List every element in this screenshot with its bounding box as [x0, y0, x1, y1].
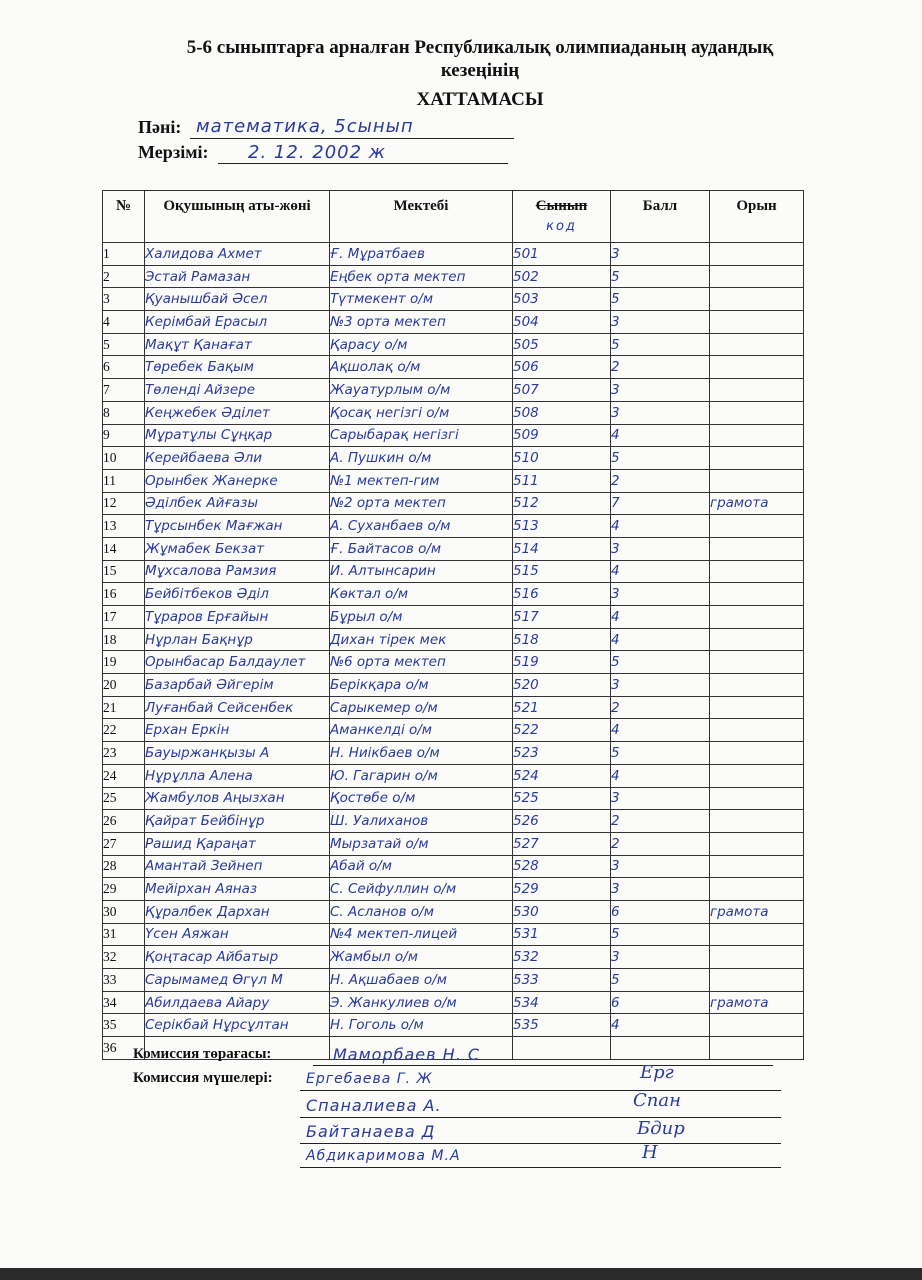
school-name: Ақшолақ о/м	[330, 356, 513, 379]
header-code-handwritten: код	[546, 219, 577, 234]
student-name: Бейбітбеков Әділ	[145, 583, 330, 606]
place-value	[710, 628, 804, 651]
score-value: 2	[611, 832, 710, 855]
table-row	[103, 583, 804, 606]
row-number: 32	[103, 946, 145, 969]
school-name: Ш. Уалиханов	[330, 810, 513, 833]
commission-member-2: Спаналиева А.	[300, 1095, 781, 1118]
school-name: Көктал о/м	[330, 583, 513, 606]
student-name: Мақұт Қанағат	[145, 333, 330, 356]
place-value	[710, 969, 804, 992]
school-name: Түтмекент о/м	[330, 288, 513, 311]
student-code: 516	[513, 583, 611, 606]
student-code: 515	[513, 560, 611, 583]
school-name: Қосақ негізгі о/м	[330, 401, 513, 424]
table-row	[103, 855, 804, 878]
student-name: Керімбай Ерасыл	[145, 311, 330, 334]
score-value: 2	[611, 356, 710, 379]
row-number: 35	[103, 1014, 145, 1037]
student-code: 508	[513, 401, 611, 424]
school-name: Аманкелді о/м	[330, 719, 513, 742]
row-number: 26	[103, 810, 145, 833]
place-value	[710, 243, 804, 266]
score-value: 3	[611, 674, 710, 697]
score-value: 4	[611, 719, 710, 742]
row-number: 14	[103, 537, 145, 560]
table-row	[103, 401, 804, 424]
place-value	[710, 288, 804, 311]
date-value: 2. 12. 2002 ж	[218, 142, 508, 164]
place-value	[710, 311, 804, 334]
table-row	[103, 243, 804, 266]
student-name: Бауыржанқызы А	[145, 742, 330, 765]
score-value: 4	[611, 606, 710, 629]
student-code: 514	[513, 537, 611, 560]
student-name: Орынбек Жанерке	[145, 469, 330, 492]
student-name: Мұратұлы Сұңқар	[145, 424, 330, 447]
student-name: Төребек Бақым	[145, 356, 330, 379]
school-name: И. Алтынсарин	[330, 560, 513, 583]
place-value	[710, 719, 804, 742]
place-value: грамота	[710, 492, 804, 515]
header-class-code	[513, 191, 611, 243]
row-number: 28	[103, 855, 145, 878]
table-row	[103, 560, 804, 583]
row-number: 19	[103, 651, 145, 674]
student-code: 503	[513, 288, 611, 311]
signature-member-4: Н	[642, 1142, 658, 1163]
score-value: 4	[611, 628, 710, 651]
school-name: №4 мектеп-лицей	[330, 923, 513, 946]
student-code: 501	[513, 243, 611, 266]
school-name: Сарыбарақ негізгі	[330, 424, 513, 447]
student-name: Төленді Айзере	[145, 379, 330, 402]
student-code: 531	[513, 923, 611, 946]
row-number: 5	[103, 333, 145, 356]
row-number: 8	[103, 401, 145, 424]
student-name: Ерхан Еркін	[145, 719, 330, 742]
student-name: Базарбай Әйгерім	[145, 674, 330, 697]
place-value	[710, 333, 804, 356]
student-code: 532	[513, 946, 611, 969]
student-code: 523	[513, 742, 611, 765]
student-name: Қайрат Бейбінұр	[145, 810, 330, 833]
table-row	[103, 674, 804, 697]
row-number: 11	[103, 469, 145, 492]
school-name: С. Сейфуллин о/м	[330, 878, 513, 901]
row-number: 17	[103, 606, 145, 629]
place-value	[710, 742, 804, 765]
student-code: 512	[513, 492, 611, 515]
signature-member-2: Спан	[633, 1090, 681, 1111]
score-value: 3	[611, 946, 710, 969]
student-code: 530	[513, 900, 611, 923]
school-name: Мырзатай о/м	[330, 832, 513, 855]
table-row	[103, 515, 804, 538]
school-name: А. Пушкин о/м	[330, 447, 513, 470]
student-name: Жамбулов Аңызхан	[145, 787, 330, 810]
table-row	[103, 333, 804, 356]
student-code: 517	[513, 606, 611, 629]
student-name: Қуанышбай Әсел	[145, 288, 330, 311]
school-name: Н. Ақшабаев о/м	[330, 969, 513, 992]
table-row	[103, 1014, 804, 1037]
header-school: Мектебі	[330, 191, 513, 243]
row-number: 15	[103, 560, 145, 583]
table-row	[103, 900, 804, 923]
row-number: 2	[103, 265, 145, 288]
row-number: 10	[103, 447, 145, 470]
row-number: 16	[103, 583, 145, 606]
place-value	[710, 787, 804, 810]
score-value: 5	[611, 265, 710, 288]
score-value: 4	[611, 764, 710, 787]
place-value	[710, 560, 804, 583]
score-value: 3	[611, 401, 710, 424]
student-name: Амантай Зейнеп	[145, 855, 330, 878]
document-title-protocol: ХАТТАМАСЫ	[416, 89, 544, 110]
school-name: Бұрыл о/м	[330, 606, 513, 629]
row-number: 13	[103, 515, 145, 538]
student-code: 533	[513, 969, 611, 992]
student-code: 527	[513, 832, 611, 855]
score-value: 4	[611, 515, 710, 538]
school-name: Жауатурлым о/м	[330, 379, 513, 402]
student-name: Жұмабек Бекзат	[145, 537, 330, 560]
student-code: 518	[513, 628, 611, 651]
student-code: 534	[513, 991, 611, 1014]
table-row	[103, 923, 804, 946]
place-value	[710, 810, 804, 833]
commission-member-3: Байтанаева Д	[300, 1121, 781, 1144]
student-code: 509	[513, 424, 611, 447]
school-name: Еңбек орта мектеп	[330, 265, 513, 288]
score-value: 3	[611, 878, 710, 901]
school-name: Қарасу о/м	[330, 333, 513, 356]
score-value: 5	[611, 288, 710, 311]
score-value: 3	[611, 855, 710, 878]
student-name: Серікбай Нұрсұлтан	[145, 1014, 330, 1037]
school-name: Ғ. Мұратбаев	[330, 243, 513, 266]
place-value	[710, 696, 804, 719]
school-name: Абай о/м	[330, 855, 513, 878]
score-value: 5	[611, 969, 710, 992]
table-row	[103, 492, 804, 515]
score-value: 3	[611, 787, 710, 810]
student-code: 535	[513, 1014, 611, 1037]
table-row	[103, 651, 804, 674]
score-value: 5	[611, 651, 710, 674]
school-name: Ю. Гагарин о/м	[330, 764, 513, 787]
document-title-line2: кезеңінің	[440, 60, 520, 81]
school-name: №6 орта мектеп	[330, 651, 513, 674]
table-row	[103, 878, 804, 901]
table-row	[103, 537, 804, 560]
score-value: 5	[611, 742, 710, 765]
score-value: 5	[611, 447, 710, 470]
place-value	[710, 674, 804, 697]
score-value: 2	[611, 469, 710, 492]
place-value	[710, 447, 804, 470]
score-value: 4	[611, 560, 710, 583]
row-number: 3	[103, 288, 145, 311]
row-number: 36	[103, 1037, 145, 1060]
signature-member-1: Ерг	[640, 1062, 674, 1083]
student-name: Үсен Аяжан	[145, 923, 330, 946]
row-number: 25	[103, 787, 145, 810]
score-value: 3	[611, 583, 710, 606]
row-number: 29	[103, 878, 145, 901]
row-number: 27	[103, 832, 145, 855]
school-name: Жамбыл о/м	[330, 946, 513, 969]
table-row	[103, 606, 804, 629]
row-number: 4	[103, 311, 145, 334]
table-row	[103, 719, 804, 742]
school-name: Н. Гоголь о/м	[330, 1014, 513, 1037]
student-code: 522	[513, 719, 611, 742]
place-value	[710, 401, 804, 424]
commission-member-1: Ергебаева Г. Ж	[300, 1068, 781, 1091]
student-name: Эстай Рамазан	[145, 265, 330, 288]
place-value: грамота	[710, 991, 804, 1014]
student-name: Мейірхан Аяназ	[145, 878, 330, 901]
row-number: 9	[103, 424, 145, 447]
score-value: 5	[611, 333, 710, 356]
place-value	[710, 379, 804, 402]
row-number: 7	[103, 379, 145, 402]
table-row	[103, 356, 804, 379]
score-value: 3	[611, 311, 710, 334]
student-name: Луғанбай Сейсенбек	[145, 696, 330, 719]
student-name: Рашид Қараңат	[145, 832, 330, 855]
table-row	[103, 969, 804, 992]
student-name: Әділбек Айғазы	[145, 492, 330, 515]
table-row	[103, 764, 804, 787]
row-number: 31	[103, 923, 145, 946]
student-code: 506	[513, 356, 611, 379]
table-row	[103, 696, 804, 719]
student-code: 505	[513, 333, 611, 356]
score-value: 7	[611, 492, 710, 515]
student-code: 524	[513, 764, 611, 787]
subject-label: Пәні:	[138, 117, 182, 137]
table-row	[103, 787, 804, 810]
table-row	[103, 832, 804, 855]
place-value	[710, 424, 804, 447]
place-value	[710, 537, 804, 560]
row-number: 6	[103, 356, 145, 379]
header-student-name: Оқушының аты-жөні	[145, 191, 330, 243]
student-code: 502	[513, 265, 611, 288]
place-value	[710, 469, 804, 492]
row-number: 34	[103, 991, 145, 1014]
student-code: 521	[513, 696, 611, 719]
school-name: Берікқара о/м	[330, 674, 513, 697]
student-name: Қоңтасар Айбатыр	[145, 946, 330, 969]
student-code: 529	[513, 878, 611, 901]
place-value: грамота	[710, 900, 804, 923]
header-number: №	[103, 191, 145, 243]
header-place: Орын	[710, 191, 804, 243]
table-row	[103, 265, 804, 288]
row-number: 22	[103, 719, 145, 742]
school-name: Сарыкемер о/м	[330, 696, 513, 719]
student-name: Құралбек Дархан	[145, 900, 330, 923]
place-value	[710, 515, 804, 538]
place-value	[710, 764, 804, 787]
school-name: А. Суханбаев о/м	[330, 515, 513, 538]
row-number: 12	[103, 492, 145, 515]
table-row	[103, 946, 804, 969]
student-code: 519	[513, 651, 611, 674]
row-number: 30	[103, 900, 145, 923]
signature-member-3: Бдир	[637, 1118, 685, 1139]
subject-value: математика, 5сынып	[190, 116, 514, 139]
table-row	[103, 288, 804, 311]
table-header-row	[103, 191, 804, 243]
place-value	[710, 1014, 804, 1037]
score-value: 2	[611, 696, 710, 719]
place-value	[710, 356, 804, 379]
score-value: 2	[611, 810, 710, 833]
scan-bottom-edge	[0, 1268, 922, 1280]
student-name: Нұрұлла Алена	[145, 764, 330, 787]
student-code: 525	[513, 787, 611, 810]
place-value	[710, 651, 804, 674]
score-value: 5	[611, 923, 710, 946]
student-name: Абилдаева Айару	[145, 991, 330, 1014]
student-name: Орынбасар Балдаулет	[145, 651, 330, 674]
student-name: Сарымамед Өгүл М	[145, 969, 330, 992]
school-name: Н. Ниікбаев о/м	[330, 742, 513, 765]
student-code: 504	[513, 311, 611, 334]
table-row	[103, 424, 804, 447]
table-row	[103, 810, 804, 833]
row-number: 21	[103, 696, 145, 719]
score-value: 3	[611, 537, 710, 560]
row-number: 24	[103, 764, 145, 787]
score-value: 6	[611, 900, 710, 923]
place-value	[710, 855, 804, 878]
table-row	[103, 742, 804, 765]
school-name: С. Асланов о/м	[330, 900, 513, 923]
school-name: №1 мектеп-гим	[330, 469, 513, 492]
table-row	[103, 991, 804, 1014]
table-row	[103, 628, 804, 651]
student-code: 507	[513, 379, 611, 402]
student-code: 526	[513, 810, 611, 833]
school-name: Ғ. Байтасов о/м	[330, 537, 513, 560]
student-name: Керейбаева Әли	[145, 447, 330, 470]
school-name: №2 орта мектеп	[330, 492, 513, 515]
place-value	[710, 878, 804, 901]
date-label: Мерзімі:	[138, 142, 209, 162]
commission-member-4: Абдикаримова М.А	[300, 1145, 781, 1168]
school-name: №3 орта мектеп	[330, 311, 513, 334]
school-name: Э. Жанкулиев о/м	[330, 991, 513, 1014]
school-name: Дихан тірек мек	[330, 628, 513, 651]
score-value: 3	[611, 379, 710, 402]
place-value	[710, 923, 804, 946]
row-number: 23	[103, 742, 145, 765]
header-score: Балл	[611, 191, 710, 243]
score-value: 4	[611, 424, 710, 447]
row-number: 18	[103, 628, 145, 651]
student-name: Мұхсалова Рамзия	[145, 560, 330, 583]
student-name: Кеңжебек Әділет	[145, 401, 330, 424]
student-name: Тұраров Ерғайын	[145, 606, 330, 629]
student-code: 513	[513, 515, 611, 538]
row-number: 1	[103, 243, 145, 266]
student-code: 520	[513, 674, 611, 697]
school-name: Қостөбе о/м	[330, 787, 513, 810]
place-value	[710, 583, 804, 606]
row-number: 20	[103, 674, 145, 697]
document-title-line1: 5-6 сыныптарға арналған Республикалық олимпиаданың аудандық	[186, 37, 774, 58]
student-name: Халидова Ахмет	[145, 243, 330, 266]
commission-chair-label: Комиссия төрағасы:	[133, 1046, 272, 1062]
place-value	[710, 606, 804, 629]
student-name: Тұрсынбек Мағжан	[145, 515, 330, 538]
table-row	[103, 447, 804, 470]
commission-chair-name: Маморбаев Н. С	[313, 1044, 773, 1066]
place-value	[710, 832, 804, 855]
table-row	[103, 379, 804, 402]
table-row	[103, 311, 804, 334]
student-code: 510	[513, 447, 611, 470]
header-class-struck: Сынып	[535, 198, 588, 214]
results-table	[102, 190, 804, 1060]
place-value	[710, 946, 804, 969]
student-name: Нұрлан Бақнұр	[145, 628, 330, 651]
commission-members-label: Комиссия мүшелері:	[133, 1070, 273, 1086]
score-value: 6	[611, 991, 710, 1014]
place-value	[710, 265, 804, 288]
score-value: 4	[611, 1014, 710, 1037]
row-number: 33	[103, 969, 145, 992]
score-value: 3	[611, 243, 710, 266]
table-row	[103, 469, 804, 492]
student-code: 511	[513, 469, 611, 492]
student-code: 528	[513, 855, 611, 878]
